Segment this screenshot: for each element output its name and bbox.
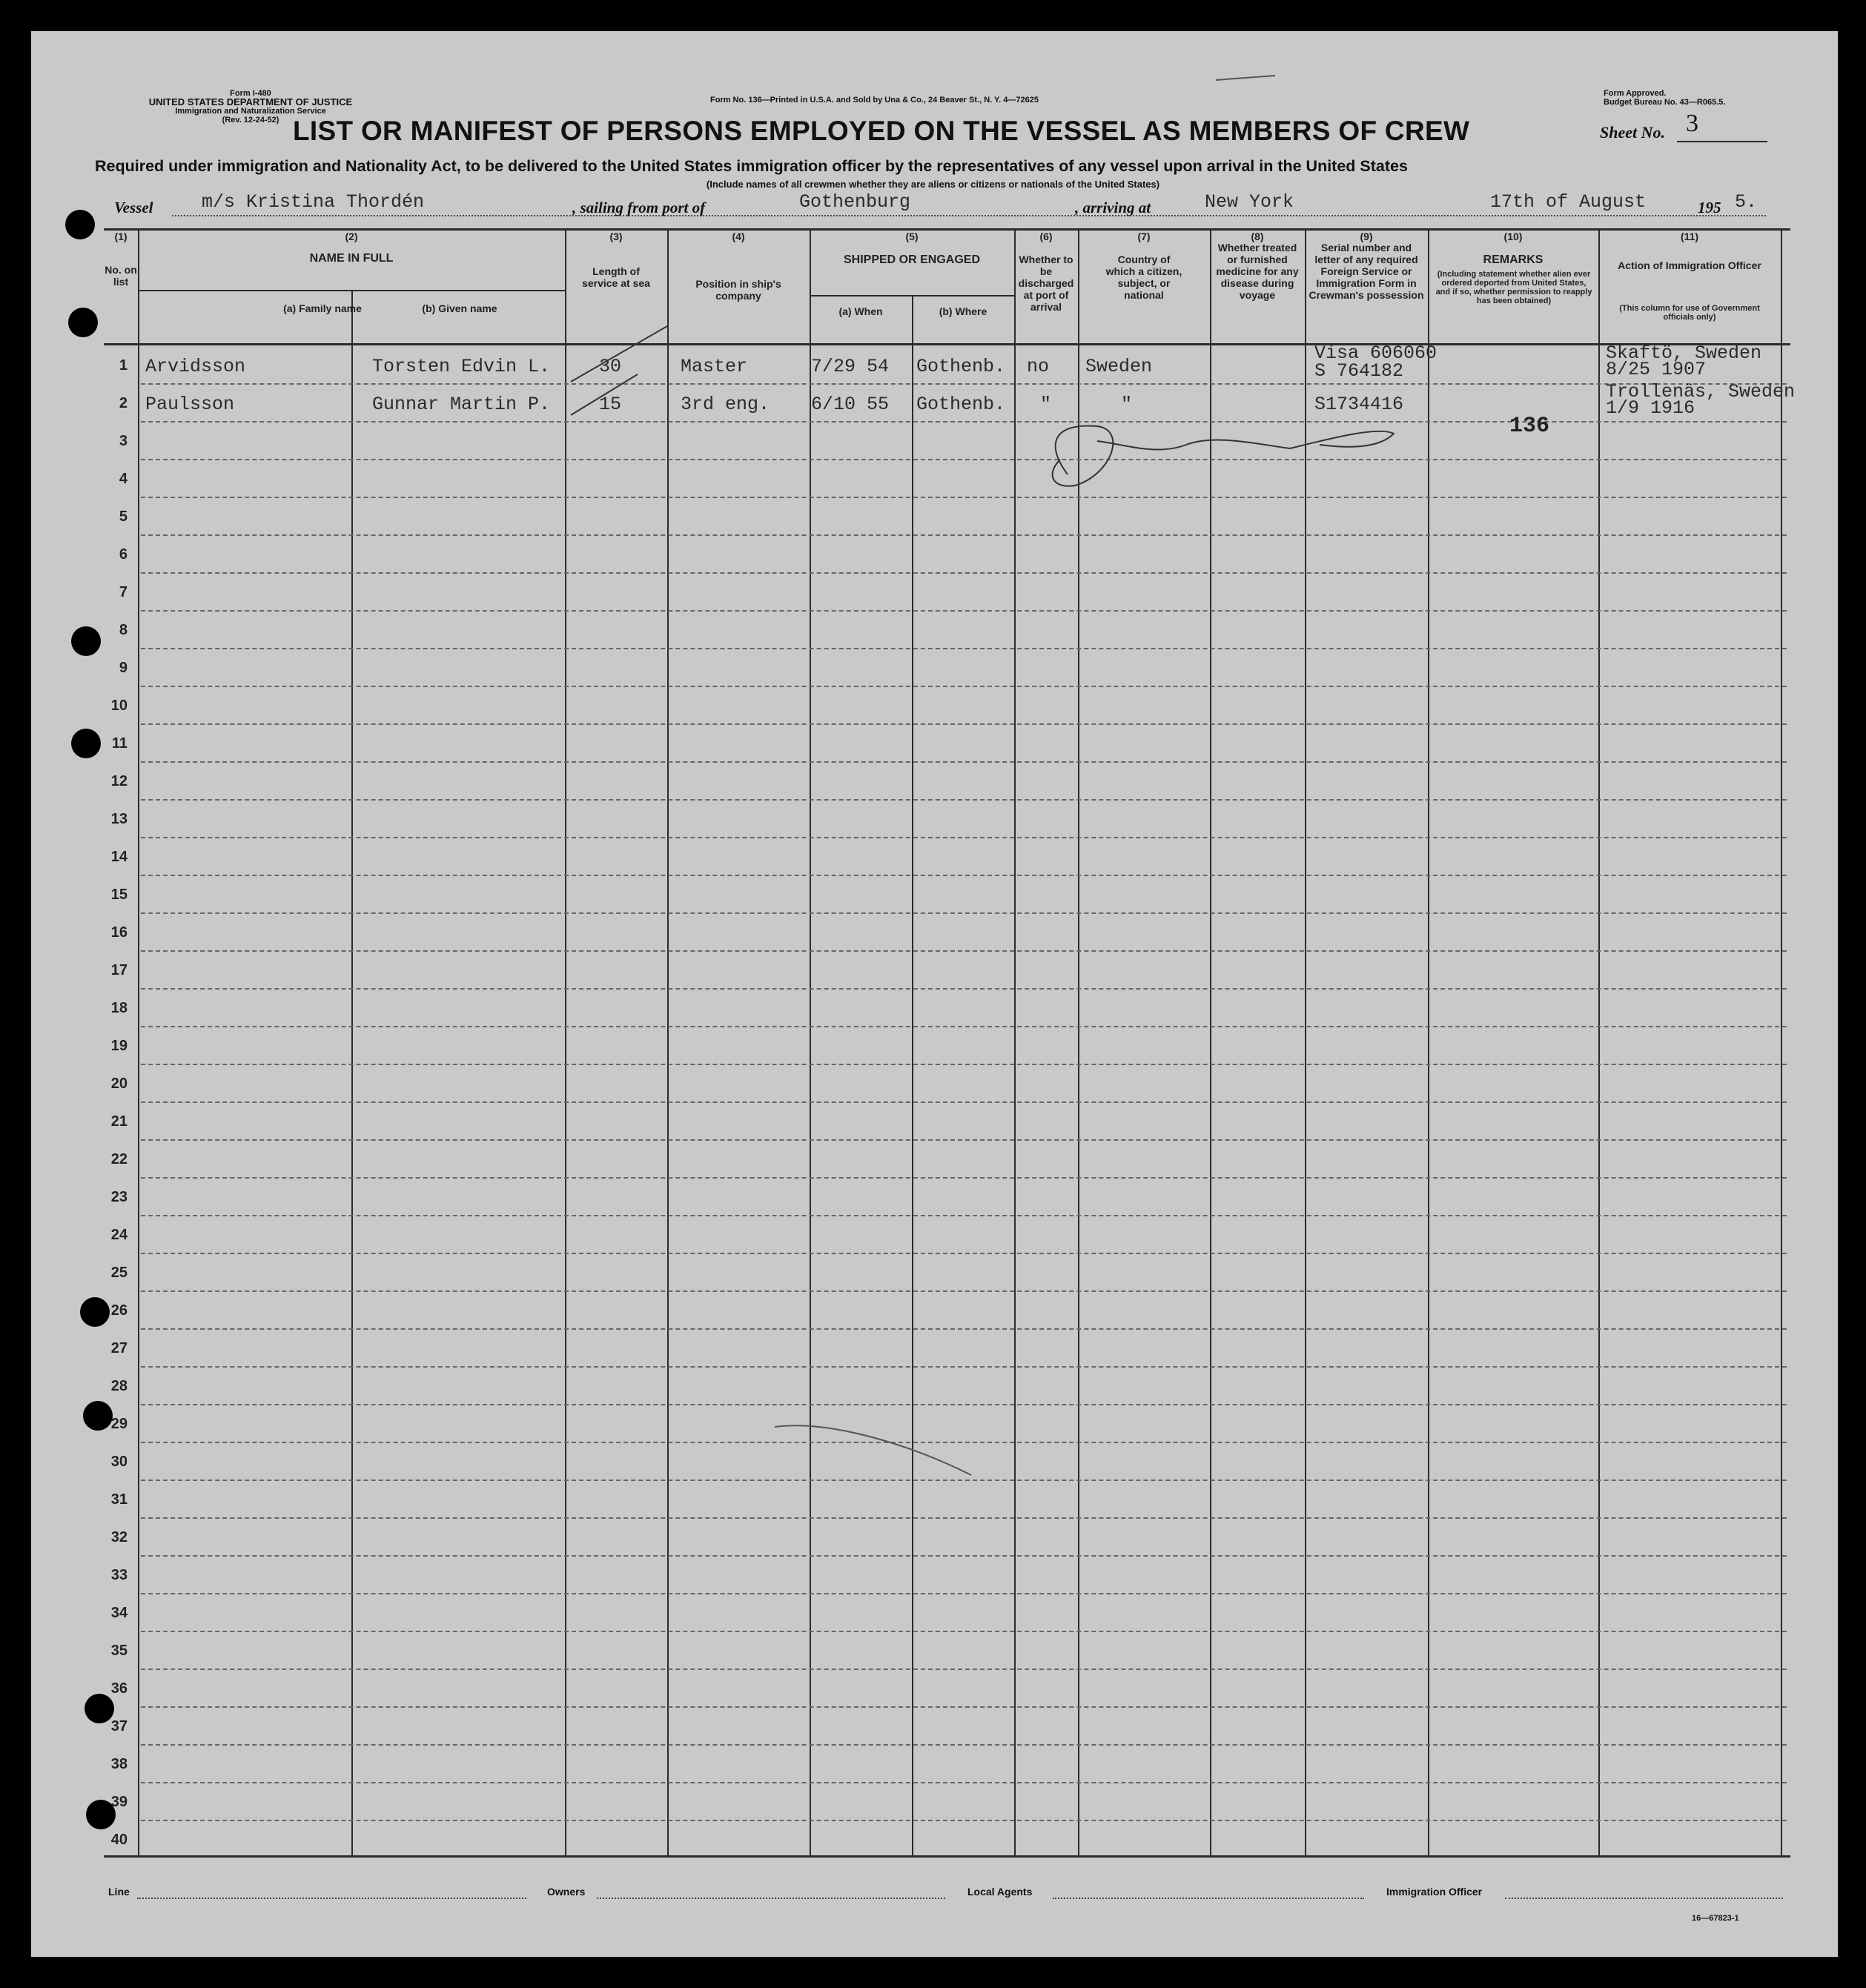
footer-officer-blank: [1505, 1898, 1783, 1899]
arriving-port: New York: [1205, 191, 1294, 213]
row-number: 26: [110, 1302, 128, 1319]
year-prefix: 195: [1698, 199, 1721, 216]
col7-number: (7): [1137, 231, 1151, 242]
row1-birthdate: 8/25 1907: [1606, 359, 1707, 380]
stamped-number: 136: [1509, 414, 1550, 439]
col5-number: (5): [905, 231, 919, 242]
footer-agents-label: Local Agents: [967, 1886, 1033, 1898]
service-name: Immigration and Naturalization Service: [175, 107, 326, 116]
row-number: 20: [110, 1076, 128, 1092]
instruction-note: (Include names of all crewmen whether they are aliens or citizens or nationals of the United States): [706, 179, 1160, 190]
footer-owners-label: Owners: [547, 1886, 586, 1898]
row1-serial-number: S 764182: [1314, 360, 1404, 382]
row2-position: 3rd eng.: [681, 394, 770, 415]
col8-number: (8): [1251, 231, 1264, 242]
row-number: 34: [110, 1605, 128, 1621]
year-suffix: 5.: [1735, 191, 1758, 213]
manifest-subtitle: Required under immigration and Nationality Act, to be delivered to the United States immigration officer by the representatives of any vessel upon arrival in the United States: [95, 157, 1408, 175]
row-number: 7: [119, 584, 128, 600]
budget-bureau: Budget Bureau No. 43—R065.5.: [1604, 98, 1726, 107]
col11-number: (11): [1680, 231, 1699, 242]
row-number: 1: [119, 357, 128, 374]
row-number: 22: [110, 1151, 128, 1167]
row-number: 10: [110, 698, 128, 714]
row-number: 38: [110, 1756, 128, 1772]
row1-birthplace: Skaftö, Sweden: [1606, 342, 1762, 364]
footer-officer-label: Immigration Officer: [1386, 1886, 1483, 1898]
col5b-header: (b) Where: [939, 305, 987, 317]
col2b-header: (b) Given name: [422, 302, 497, 314]
row-number: 30: [110, 1454, 128, 1470]
arrival-date: 17th of August: [1490, 191, 1647, 213]
row-number: 39: [110, 1794, 128, 1810]
row-number: 24: [110, 1227, 128, 1243]
row-number: 11: [111, 735, 128, 752]
row-number: 35: [110, 1643, 128, 1659]
col5a-header: (a) When: [838, 305, 883, 317]
row1-discharged: no: [1027, 356, 1050, 377]
stray-line: [775, 1425, 971, 1475]
col11-note: (This column for use of Government officials only): [1619, 304, 1760, 322]
row1-serial-visa: Visa 606060: [1314, 342, 1437, 364]
footer-code: 16—67823-1: [1692, 1914, 1739, 1923]
col7-header: Country of which a citizen, subject, or national: [1105, 254, 1182, 301]
col9-number: (9): [1360, 231, 1373, 242]
revision-date: (Rev. 12-24-52): [222, 116, 279, 125]
row1-country: Sweden: [1085, 356, 1153, 377]
row2-birthdate: 1/9 1916: [1606, 397, 1695, 419]
row-number: 28: [110, 1378, 128, 1394]
col10-header: REMARKS: [1483, 254, 1544, 266]
manifest-title: LIST OR MANIFEST OF PERSONS EMPLOYED ON THE VESSEL AS MEMBERS OF CREW: [293, 116, 1470, 146]
row-number: 33: [110, 1567, 128, 1583]
row-number: 40: [110, 1832, 128, 1848]
row2-discharged: ": [1040, 394, 1052, 415]
col5-header: SHIPPED OR ENGAGED: [843, 254, 981, 266]
row-number: 15: [110, 887, 128, 903]
col11-header: Action of Immigration Officer: [1618, 259, 1761, 271]
row2-length-of-service: 15: [599, 394, 622, 415]
sheet-label: Sheet No.: [1600, 123, 1665, 142]
row-number: 29: [110, 1416, 128, 1432]
row-number: 32: [110, 1529, 128, 1545]
initials-scrawl: [1053, 425, 1394, 486]
row2-shipped-when: 6/10 55: [811, 394, 890, 415]
row1-position: Master: [681, 356, 748, 377]
row-number: 25: [110, 1265, 128, 1281]
row-number: 17: [110, 962, 128, 978]
col6-number: (6): [1039, 231, 1053, 242]
printer-note: Form No. 136—Printed in U.S.A. and Sold by Una & Co., 24 Beaver St., N. Y. 4—72625: [710, 96, 1039, 105]
col4-header: Position in ship's company: [695, 278, 781, 302]
col2a-header: (a) Family name: [283, 302, 362, 314]
col3-header: Length of service at sea: [582, 265, 650, 289]
row-number: 21: [110, 1113, 128, 1130]
port-name: Gothenburg: [799, 191, 911, 213]
row-number: 14: [110, 849, 128, 865]
col1-number: (1): [114, 231, 128, 242]
row2-shipped-where: Gothenb.: [916, 394, 1006, 415]
col1-header: No. on list: [105, 264, 137, 288]
col9-header: Serial number and letter of any required Foreign Service or Immigration Form in Crewman's possession: [1308, 242, 1424, 301]
vessel-name: m/s Kristina Thordén: [202, 191, 425, 213]
row-number: 13: [110, 811, 128, 827]
col8-header: Whether treated or furnished medicine for any disease during voyage: [1216, 242, 1299, 301]
stray-line: [1216, 76, 1275, 80]
row-number: 27: [110, 1340, 128, 1356]
row1-shipped-where: Gothenb.: [916, 356, 1006, 377]
col2-number: (2): [345, 231, 358, 242]
sailing-label: , sailing from port of: [572, 199, 706, 216]
row-number: 9: [119, 660, 128, 676]
footer-agents-blank: [1053, 1898, 1364, 1899]
row-number: 19: [110, 1038, 128, 1054]
row2-country: ": [1121, 394, 1133, 415]
footer-owners-blank: [597, 1898, 945, 1899]
row2-serial-number: S1734416: [1314, 394, 1404, 415]
row-number: 8: [119, 622, 128, 638]
row-number: 18: [110, 1000, 128, 1016]
row1-length-of-service: 30: [599, 356, 622, 377]
row-number: 12: [110, 773, 128, 789]
sheet-number: 3: [1686, 110, 1698, 137]
col10-number: (10): [1503, 231, 1523, 242]
row-number: 2: [119, 395, 128, 411]
row2-birthplace: Trollenäs, Sweden: [1606, 381, 1796, 402]
row-number: 3: [119, 433, 128, 449]
col4-number: (4): [732, 231, 745, 242]
row2-given-name: Gunnar Martin P.: [372, 394, 551, 415]
row1-family-name: Arvidsson: [145, 356, 246, 377]
col10-note: (Including statement whether alien ever ordered deported from United States, and if so, whether permission to reapply has been obtained): [1435, 270, 1592, 305]
footer-line-blank: [137, 1898, 526, 1899]
row-number: 23: [110, 1189, 128, 1205]
form-number: Form I-480: [230, 89, 271, 98]
row-number: 16: [110, 924, 128, 941]
check-mark: [571, 326, 667, 382]
approved-text: Form Approved.: [1604, 89, 1667, 98]
row-number: 31: [110, 1491, 128, 1508]
row2-family-name: Paulsson: [145, 394, 235, 415]
vessel-label: Vessel: [114, 199, 153, 216]
row-number: 6: [119, 546, 128, 563]
department-name: UNITED STATES DEPARTMENT OF JUSTICE: [148, 96, 353, 107]
check-mark: [571, 374, 638, 415]
col3-number: (3): [609, 231, 623, 242]
row-number: 4: [119, 471, 128, 487]
arriving-label: , arriving at: [1075, 199, 1151, 216]
row1-shipped-when: 7/29 54: [811, 356, 890, 377]
row-number: 37: [110, 1718, 128, 1734]
footer-line-label: Line: [108, 1886, 130, 1898]
col6-header: Whether to be discharged at port of arrival: [1018, 254, 1074, 313]
row1-given-name: Torsten Edvin L.: [372, 356, 551, 377]
col2-header: NAME IN FULL: [309, 252, 394, 265]
row-number: 36: [110, 1680, 128, 1697]
row-number: 5: [119, 508, 128, 525]
